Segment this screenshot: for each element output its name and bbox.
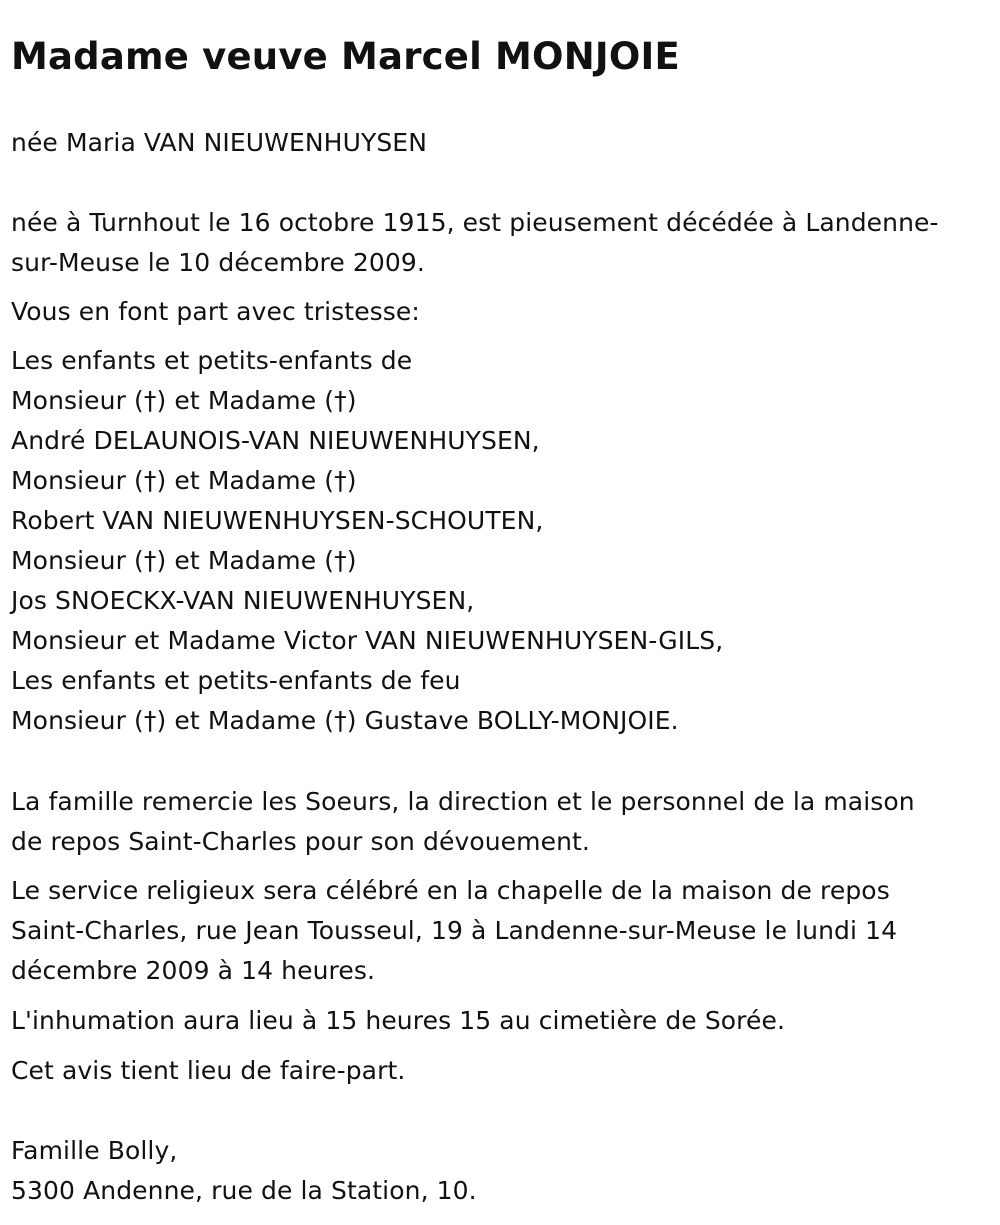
intro-line-1: née à Turnhout le 16 octobre 1915, est pieusement décédée à Landenne- <box>11 208 939 237</box>
thanks-line-2: de repos Saint-Charles pour son dévouement. <box>11 827 590 856</box>
family-line: Monsieur (†) et Madame (†) <box>11 386 357 415</box>
service-line-3: décembre 2009 à 14 heures. <box>11 956 376 985</box>
family-line: Les enfants et petits-enfants de feu <box>11 666 461 695</box>
burial-line: L'inhumation aura lieu à 15 heures 15 au cimetière de Sorée. <box>11 1006 786 1035</box>
family-line: Monsieur (†) et Madame (†) Gustave BOLLY-MONJOIE. <box>11 706 679 735</box>
intro-line-2: sur-Meuse le 10 décembre 2009. <box>11 248 425 277</box>
deceased-name-title: Madame veuve Marcel MONJOIE <box>11 35 680 78</box>
family-line: Les enfants et petits-enfants de <box>11 346 413 375</box>
family-line: Monsieur (†) et Madame (†) <box>11 546 357 575</box>
thanks-line-1: La famille remercie les Soeurs, la direction et le personnel de la maison <box>11 787 915 816</box>
contact-address: 5300 Andenne, rue de la Station, 10. <box>11 1176 477 1205</box>
announcement-line: Vous en font part avec tristesse: <box>11 297 420 326</box>
contact-name: Famille Bolly, <box>11 1136 178 1165</box>
service-line-2: Saint-Charles, rue Jean Tousseul, 19 à Landenne-sur-Meuse le lundi 14 <box>11 916 898 945</box>
family-line: André DELAUNOIS-VAN NIEUWENHUYSEN, <box>11 426 540 455</box>
service-line-1: Le service religieux sera célébré en la chapelle de la maison de repos <box>11 876 890 905</box>
family-line: Monsieur et Madame Victor VAN NIEUWENHUYSEN-GILS, <box>11 626 724 655</box>
notice-line: Cet avis tient lieu de faire-part. <box>11 1056 406 1085</box>
family-line: Monsieur (†) et Madame (†) <box>11 466 357 495</box>
family-line: Jos SNOECKX-VAN NIEUWENHUYSEN, <box>11 586 475 615</box>
family-line: Robert VAN NIEUWENHUYSEN-SCHOUTEN, <box>11 506 544 535</box>
birth-name: née Maria VAN NIEUWENHUYSEN <box>11 128 428 157</box>
